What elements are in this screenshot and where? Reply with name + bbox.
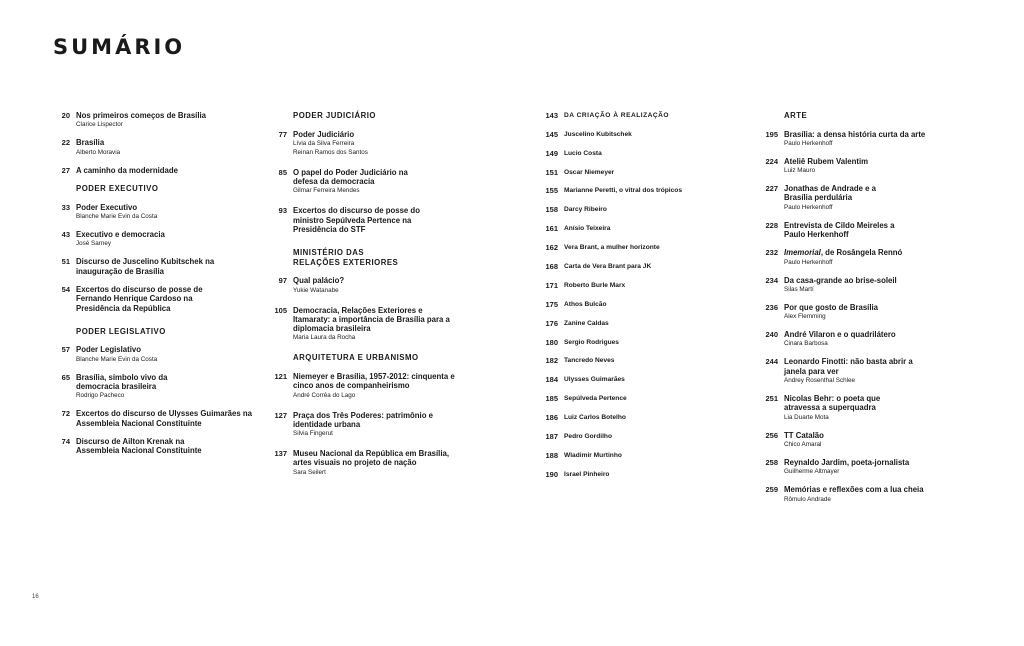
entry-author: Maria Laura da Rocha (293, 334, 356, 342)
entry-page: 228 (765, 220, 778, 230)
toc-entry[interactable] (528, 413, 728, 432)
entry-title: Lucio Costa (564, 149, 602, 157)
toc-entry[interactable] (528, 224, 728, 243)
entry-author: Paulo Herkenhoff (784, 258, 833, 266)
toc-entry[interactable] (40, 111, 255, 129)
entry-title: Poder Judiciário (293, 129, 355, 139)
entry-page: 127 (274, 410, 287, 420)
entry-page: 188 (545, 450, 558, 460)
toc-entry[interactable] (528, 281, 728, 300)
entry-author: Gilmar Ferreira Mendes (293, 187, 360, 195)
entry-page: 180 (545, 337, 558, 347)
entry-title: Darcy Ribeiro (564, 206, 607, 214)
section-title: DA CRIAÇÃO À REALIZAÇÃO (564, 112, 670, 119)
section-heading-arquitetura: ARQUITETURA E URBANISMO (293, 353, 419, 363)
entry-author: Lia Duarte Mota (784, 413, 829, 421)
entry-title: Leonardo Finotti: não basta abrir a janela para ver (784, 357, 913, 376)
entry-title: Jonathas de Andrade e a Brasília perdulária (784, 184, 877, 203)
toc-entry[interactable] (528, 243, 728, 262)
toc-entry[interactable] (40, 203, 255, 221)
toc-entry[interactable] (257, 276, 487, 294)
entry-page: 121 (274, 371, 287, 381)
entry-title-rest: , de Rosângela Rennó (820, 248, 903, 258)
toc-entry[interactable] (257, 130, 487, 157)
entry-title: Anísio Teixeira (564, 225, 611, 233)
entry-author: Sara Seilert (293, 468, 326, 476)
toc-entry[interactable] (748, 248, 988, 266)
entry-page: 33 (61, 202, 70, 212)
entry-title: Ateliê Rubem Valentim (784, 156, 869, 166)
entry-author: Lívia da Silva Ferreira (293, 139, 355, 147)
entry-title: Entrevista de Cildo Meireles a Paulo Herkenhoff (784, 220, 895, 239)
entry-page: 175 (545, 299, 558, 309)
entry-title: Qual palácio? (293, 276, 345, 286)
entry-page: 234 (765, 275, 778, 285)
toc-entry[interactable] (528, 451, 728, 470)
entry-page: 161 (545, 224, 558, 234)
toc-entry[interactable] (40, 285, 255, 313)
entry-page: 51 (61, 257, 70, 267)
entry-title-italic: Imemorial (784, 248, 821, 258)
entry-author: Yukie Watanabe (293, 286, 339, 294)
entry-title: TT Catalão (784, 430, 824, 440)
entry-author: Luiz Mauro (784, 167, 816, 175)
entry-page: 85 (278, 167, 287, 177)
entry-title: Sepúlveda Pertence (564, 395, 627, 403)
toc-entry[interactable] (528, 130, 728, 149)
entry-title: Memórias e reflexões com a lua cheia (784, 485, 924, 495)
entry-page: 137 (274, 449, 287, 459)
entry-page: 97 (278, 276, 287, 286)
entry-title: O papel do Poder Judiciário na defesa da democracia (293, 167, 408, 187)
toc-entry[interactable] (748, 221, 988, 240)
toc-entry[interactable] (528, 205, 728, 224)
entry-page: 22 (61, 138, 70, 148)
entry-title: Wladimir Murtinho (564, 451, 622, 459)
toc-entry[interactable] (40, 138, 255, 156)
section-heading-criacao[interactable] (528, 111, 728, 121)
entry-title: Democracia, Relações Exteriores e Itamaraty: a importância de Brasília para a diplomacia brasileira (293, 305, 450, 334)
entry-title: André Vilaron e o quadrilátero (784, 330, 896, 340)
entry-author: Paulo Herkenhoff (784, 203, 833, 211)
entry-page: 27 (61, 165, 70, 175)
entry-page: 184 (545, 375, 558, 385)
toc-column-4 (748, 111, 988, 513)
entry-author: André Corrêa do Lago (293, 391, 356, 399)
entry-page: 258 (765, 457, 778, 467)
toc-entry[interactable] (748, 130, 988, 148)
entry-page: 151 (545, 167, 558, 177)
toc-entry[interactable] (40, 257, 255, 276)
toc-entry[interactable] (257, 372, 487, 400)
toc-entry[interactable] (748, 458, 988, 476)
entry-author: Blanche Marie Evin da Costa (76, 355, 158, 363)
toc-column-1 (40, 111, 255, 465)
toc-entry[interactable] (528, 375, 728, 394)
entry-author: Blanche Marie Evin da Costa (76, 213, 158, 221)
toc-entry[interactable] (528, 149, 728, 168)
entry-page: 187 (545, 432, 558, 442)
entry-page: 77 (278, 129, 287, 139)
page-number: 16 (32, 594, 39, 600)
toc-entry[interactable] (528, 168, 728, 187)
entry-page: 72 (61, 409, 70, 419)
entry-page: 158 (545, 205, 558, 215)
entry-title: Da casa-grande ao brise-soleil (784, 275, 897, 285)
entry-title: Tancredo Neves (564, 357, 615, 365)
entry-author: Rodrigo Pacheco (76, 392, 125, 400)
toc-entry[interactable] (257, 306, 487, 343)
entry-page: 168 (545, 262, 558, 272)
toc-entry[interactable] (40, 230, 255, 248)
page-title: SUMÁRIO (53, 35, 186, 59)
entry-author: Paulo Herkenhoff (784, 139, 833, 147)
entry-page: 57 (61, 345, 70, 355)
entry-title: Athos Bulcão (564, 300, 607, 308)
toc-entry[interactable] (748, 357, 988, 385)
toc-entry[interactable] (257, 411, 487, 439)
entry-page: 20 (61, 111, 70, 120)
entry-page: 251 (765, 394, 778, 404)
toc-entry[interactable] (748, 157, 988, 175)
entry-page: 232 (765, 248, 778, 258)
entry-title: Carta de Vera Brant para JK (564, 263, 652, 271)
entry-page: 43 (61, 230, 70, 240)
entry-page: 236 (765, 302, 778, 312)
entry-page: 145 (545, 129, 558, 139)
toc-entry[interactable] (40, 166, 255, 176)
entry-title: Excertos do discurso de posse do ministro Sepúlveda Pertence na Presidência do STF (293, 206, 420, 234)
entry-page: 143 (545, 111, 558, 120)
entry-page: 244 (765, 357, 778, 367)
entry-title: Poder Executivo (76, 202, 138, 212)
entry-page: 93 (278, 206, 287, 216)
toc-entry[interactable] (40, 437, 255, 456)
entry-title: Brasília, símbolo vivo da democracia brasileira (76, 372, 168, 392)
entry-page: 256 (765, 430, 778, 440)
entry-title: A caminho da modernidade (76, 165, 178, 175)
toc-entry[interactable] (528, 394, 728, 413)
entry-title: Juscelino Kubitschek (564, 130, 632, 138)
entry-title: Ulysses Guimarães (564, 376, 625, 384)
entry-page: 74 (61, 436, 70, 446)
entry-title: Discurso de Juscelino Kubitschek na inauguração de Brasília (76, 257, 215, 276)
toc-entry[interactable] (748, 303, 988, 321)
toc-entry[interactable] (528, 338, 728, 357)
toc-entry[interactable] (40, 409, 255, 428)
entry-page: 185 (545, 394, 558, 404)
entry-author: Chico Amaral (784, 440, 822, 448)
toc-entry[interactable] (40, 345, 255, 363)
entry-title: Israel Pinheiro (564, 470, 610, 478)
entry-title: Discurso de Ailton Krenak na Assembleia Nacional Constituinte (76, 436, 202, 456)
entry-title: Niemeyer e Brasília, 1957-2012: cinquenta e cinco anos de companheirismo (293, 371, 455, 391)
entry-author: Silvia Fingerut (293, 430, 333, 438)
section-heading-legislativo: PODER LEGISLATIVO (76, 326, 166, 336)
entry-page: 105 (274, 305, 287, 315)
entry-title: Excertos do discurso de Ulysses Guimarães na Assembleia Nacional Constituinte (76, 409, 252, 428)
entry-author: Rômulo Andrade (784, 495, 831, 503)
entry-page: 171 (545, 280, 558, 290)
toc-column-2 (257, 111, 487, 488)
entry-title: Roberto Burle Marx (564, 281, 626, 289)
toc-entry[interactable] (748, 276, 988, 294)
toc-entry[interactable] (528, 470, 728, 489)
entry-title: Nicolas Behr: o poeta que atravessa a superquadra (784, 394, 881, 413)
toc-entry[interactable] (257, 449, 487, 477)
entry-page: 149 (545, 148, 558, 158)
section-heading-arte: ARTE (784, 111, 808, 120)
entry-page: 259 (765, 485, 778, 495)
entry-title: Brasília: a densa história curta da arte (784, 129, 926, 139)
entry-title: Oscar Niemeyer (564, 168, 615, 176)
toc-entry[interactable] (528, 432, 728, 451)
entry-page: 227 (765, 184, 778, 194)
toc-entry[interactable] (748, 431, 988, 449)
entry-page: 190 (545, 469, 558, 479)
entry-title: Praça dos Três Poderes: patrimônio e identidade urbana (293, 410, 433, 429)
entry-title: Excertos do discurso de posse de Fernando Henrique Cardoso na Presidência da República (76, 285, 203, 313)
entry-page: 186 (545, 413, 558, 423)
entry-author: Reinan Ramos dos Santos (293, 148, 368, 156)
toc-entry[interactable] (257, 206, 487, 234)
entry-title: Nos primeiros começos de Brasília (76, 111, 207, 120)
entry-title: Por que gosto de Brasília (784, 302, 879, 312)
entry-author: Guilherme Altmayer (784, 468, 840, 476)
section-heading-relacoes-exteriores: MINISTÉRIO DAS RELAÇÕES EXTERIORES (293, 248, 399, 267)
entry-title: Museu Nacional da República em Brasília, artes visuais no projeto de nação (293, 449, 449, 468)
toc-entry[interactable] (528, 356, 728, 375)
entry-title: Brasília (76, 138, 105, 148)
toc-entry[interactable] (748, 330, 988, 348)
entry-title: Zanine Caldas (564, 319, 609, 327)
section-heading-judiciario: PODER JUDICIÁRIO (293, 111, 376, 120)
entry-page: 195 (765, 129, 778, 139)
entry-title: Executivo e democracia (76, 230, 165, 240)
toc-entry[interactable] (257, 168, 487, 196)
entry-title: Pedro Gordilho (564, 433, 612, 441)
entry-author: José Sarney (76, 240, 112, 248)
entry-page: 65 (61, 372, 70, 382)
entry-title: Vera Brant, a mulher horizonte (564, 244, 660, 252)
toc-entry[interactable] (528, 300, 728, 319)
entry-author: Silas Martí (784, 285, 814, 293)
toc-entry[interactable] (528, 319, 728, 338)
entry-title: Sergio Rodrigues (564, 338, 619, 346)
entry-title: Reynaldo Jardim, poeta-jornalista (784, 457, 910, 467)
toc-entry[interactable] (40, 373, 255, 401)
entry-page: 176 (545, 318, 558, 328)
entry-author: Clarice Lispector (76, 121, 123, 129)
toc-entry[interactable] (528, 262, 728, 281)
entry-title: Poder Legislativo (76, 345, 141, 355)
entry-page: 54 (61, 285, 70, 295)
entry-page: 155 (545, 186, 558, 196)
entry-title: Luiz Carlos Botelho (564, 414, 626, 422)
entry-title: Marianne Peretti, o vitral dos trópicos (564, 187, 682, 195)
toc-column-3 (528, 111, 728, 489)
toc-entry[interactable] (748, 184, 988, 212)
entry-page: 224 (765, 156, 778, 166)
entry-page: 162 (545, 243, 558, 253)
toc-entry[interactable] (748, 394, 988, 422)
entry-author: Alberto Moravia (76, 148, 121, 156)
entry-author: Alex Flemming (784, 313, 826, 321)
section-heading-executivo: PODER EXECUTIVO (76, 184, 159, 194)
entry-author: Andrey Rosenthal Schlee (784, 377, 856, 385)
entry-page: 182 (545, 356, 558, 366)
toc-entry[interactable] (748, 485, 988, 503)
entry-page: 240 (765, 330, 778, 340)
entry-title (784, 248, 988, 257)
toc-entry[interactable] (528, 186, 728, 205)
entry-author: Cinara Barbosa (784, 340, 828, 348)
